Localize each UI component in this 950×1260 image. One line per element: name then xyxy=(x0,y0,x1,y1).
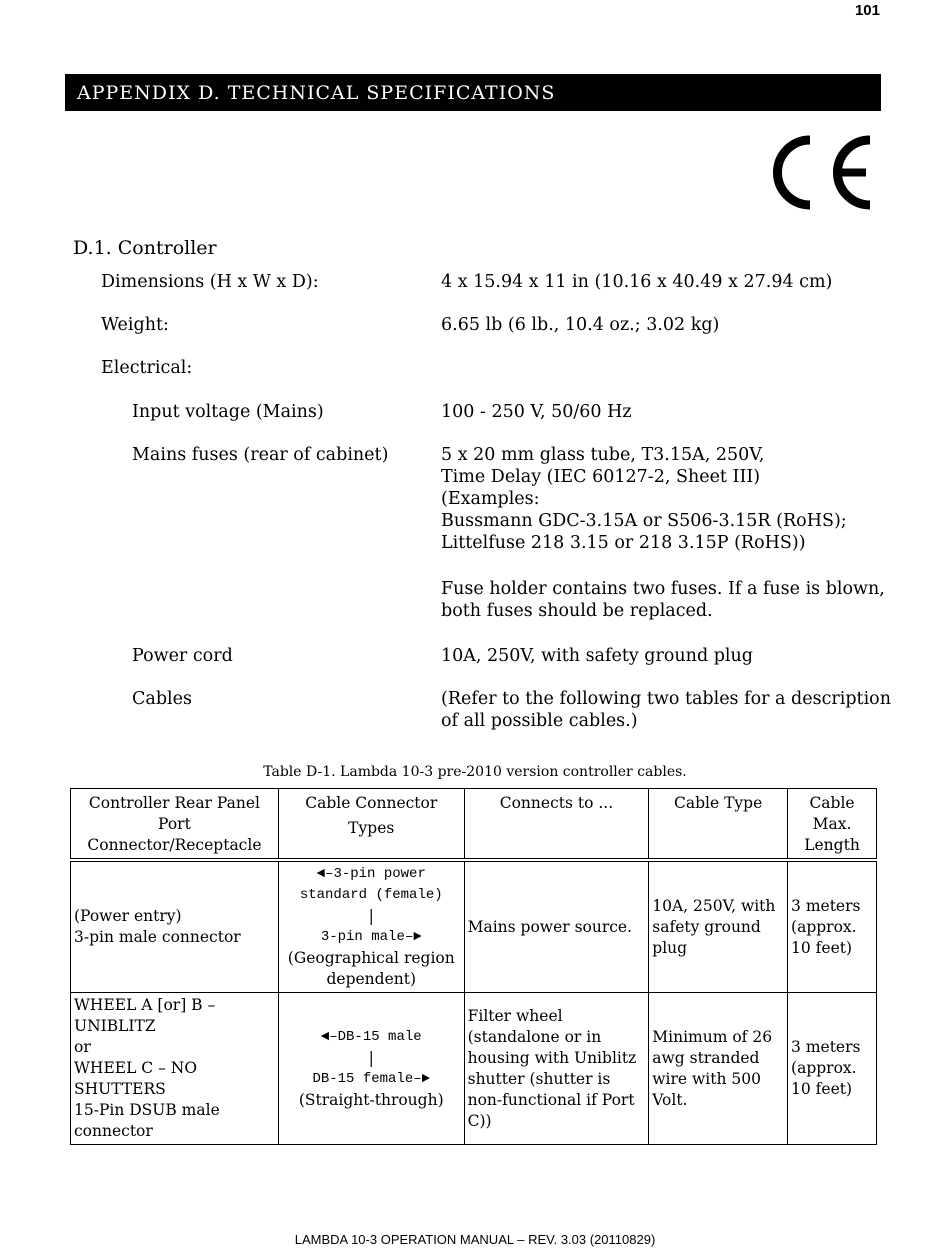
cables-label: Cables xyxy=(132,689,192,709)
fuse-note-line: Fuse holder contains two fuses. If a fuse is blown, xyxy=(441,579,885,599)
header-port: Controller Rear Panel Port Connector/Receptacle xyxy=(71,789,279,861)
table-row xyxy=(71,860,877,993)
mains-fuses-value xyxy=(441,444,891,554)
dimensions-label: Dimensions (H x W x D): xyxy=(101,272,319,292)
cables-table xyxy=(70,788,877,1145)
fuse-line: Littelfuse 218 3.15 or 218 3.15P (RoHS)) xyxy=(441,533,806,553)
power-cord-label: Power cord xyxy=(132,646,233,666)
cell-cable-type: 10A, 250V, with safety ground plug xyxy=(649,860,788,993)
fuse-note xyxy=(441,578,891,622)
power-cord-value: 10A, 250V, with safety ground plug xyxy=(441,646,753,666)
cell-length: 3 meters (approx. 10 feet) xyxy=(788,860,877,993)
cell-connects-to: Filter wheel (standalone or in housing with Uniblitz shutter (shutter is non-functional if Port C)) xyxy=(464,993,649,1145)
ce-mark-logo xyxy=(762,130,877,215)
cell-connects-to: Mains power source. xyxy=(464,860,649,993)
table-header-row xyxy=(71,789,877,861)
cables-line: of all possible cables.) xyxy=(441,711,638,731)
cables-line: (Refer to the following two tables for a description xyxy=(441,689,891,709)
header-max-length: Cable Max. Length xyxy=(788,789,877,861)
header-connects-to: Connects to ... xyxy=(464,789,649,861)
dimensions-value: 4 x 15.94 x 11 in (10.16 x 40.49 x 27.94 cm) xyxy=(441,272,833,292)
header-connector-types: Cable Connector Types xyxy=(278,789,464,861)
header-cable-type: Cable Type xyxy=(649,789,788,861)
cell-connector: ◄–DB-15 male | DB-15 female–► (Straight-through) xyxy=(278,993,464,1145)
input-voltage-label: Input voltage (Mains) xyxy=(132,402,324,422)
fuse-line: 5 x 20 mm glass tube, T3.15A, 250V, xyxy=(441,445,765,465)
fuse-line: Time Delay (IEC 60127-2, Sheet III) xyxy=(441,467,761,487)
fuse-line: (Examples: xyxy=(441,489,540,509)
input-voltage-value: 100 - 250 V, 50/60 Hz xyxy=(441,402,632,422)
table-caption: Table D-1. Lambda 10-3 pre-2010 version controller cables. xyxy=(263,764,687,780)
section-title: D.1. Controller xyxy=(73,237,217,259)
weight-value: 6.65 lb (6 lb., 10.4 oz.; 3.02 kg) xyxy=(441,315,720,335)
table-row xyxy=(71,993,877,1145)
weight-label: Weight: xyxy=(101,315,169,335)
fuse-note-line: both fuses should be replaced. xyxy=(441,601,713,621)
page-number: 101 xyxy=(854,2,880,19)
cell-cable-type: Minimum of 26 awg stranded wire with 500 Volt. xyxy=(649,993,788,1145)
mains-fuses-label: Mains fuses (rear of cabinet) xyxy=(132,445,389,465)
cell-port: (Power entry) 3-pin male connector xyxy=(71,860,279,993)
page-footer: LAMBDA 10-3 OPERATION MANUAL – REV. 3.03 (20110829) xyxy=(294,1232,656,1247)
cell-length: 3 meters (approx. 10 feet) xyxy=(788,993,877,1145)
appendix-banner-title: APPENDIX D. TECHNICAL SPECIFICATIONS xyxy=(65,74,881,111)
electrical-label: Electrical: xyxy=(101,358,193,378)
fuse-line: Bussmann GDC-3.15A or S506-3.15R (RoHS); xyxy=(441,511,847,531)
cell-connector: ◄–3-pin power standard (female) | 3-pin male–► (Geographical region dependent) xyxy=(278,860,464,993)
cables-value xyxy=(441,688,891,732)
cell-port: WHEEL A [or] B – UNIBLITZ or WHEEL C – NO SHUTTERS 15-Pin DSUB male connector xyxy=(71,993,279,1145)
